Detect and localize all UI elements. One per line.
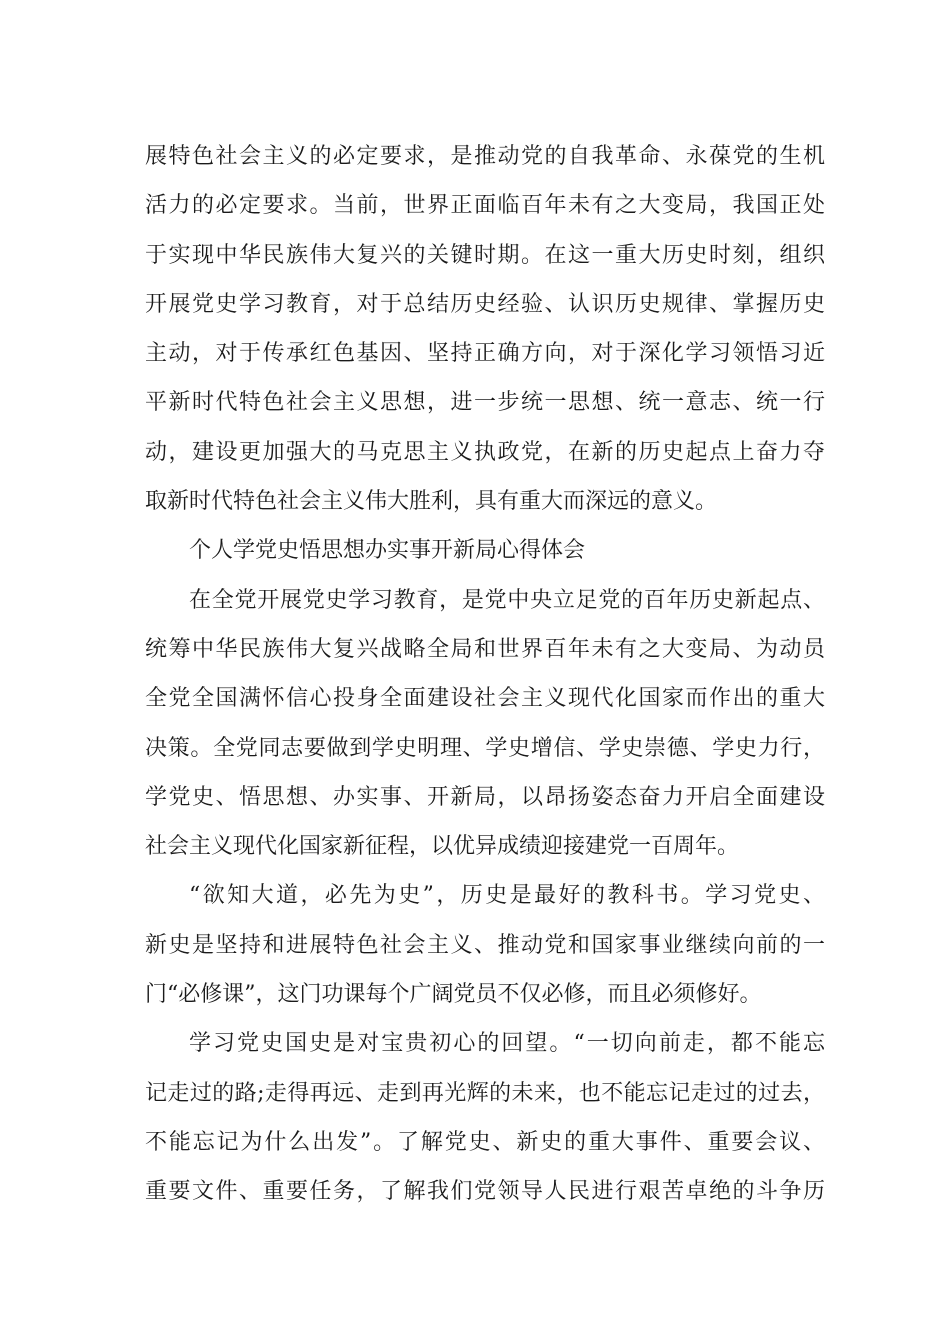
section-heading: 个人学党史悟思想办实事开新局心得体会: [189, 538, 586, 564]
text-line: 开展党史学习教育，对于总结历史经验、认识历史规律、掌握历史: [145, 291, 825, 317]
body-text: [145, 132, 825, 1217]
text-line: 新史是坚持和进展特色社会主义、推动党和国家事业继续向前的一: [145, 932, 825, 958]
text-line: 决策。全党同志要做到学史明理、学史增信、学史崇德、学史力行，: [145, 735, 825, 761]
text-line: 记走过的路;走得再远、走到再光辉的未来，也不能忘记走过的过去，: [145, 1080, 825, 1106]
text-line: 取新时代特色社会主义伟大胜利，具有重大而深远的意义。: [145, 489, 718, 515]
text-line: 不能忘记为什么出发”。了解党史、新史的重大事件、重要会议、: [145, 1129, 825, 1155]
text-line: 社会主义现代化国家新征程，以优异成绩迎接建党一百周年。: [145, 834, 740, 860]
text-line: 重要文件、重要任务，了解我们党领导人民进行艰苦卓绝的斗争历: [145, 1179, 825, 1205]
paragraph-first-line: 学习党史国史是对宝贵初心的回望。“一切向前走，都不能忘: [189, 1031, 825, 1057]
text-line: 于实现中华民族伟大复兴的关键时期。在这一重大历史时刻，组织: [145, 242, 825, 268]
text-line: 统筹中华民族伟大复兴战略全局和世界百年未有之大变局、为动员: [145, 636, 825, 662]
paragraph-first-line: “欲知大道，必先为史”，历史是最好的教科书。学习党史、: [189, 883, 825, 909]
text-line: 动，建设更加强大的马克思主义执政党，在新的历史起点上奋力夺: [145, 439, 825, 465]
text-line: 活力的必定要求。当前，世界正面临百年未有之大变局，我国正处: [145, 193, 825, 219]
text-line: 门“必修课”，这门功课每个广阔党员不仅必修，而且必须修好。: [145, 982, 762, 1008]
paragraph-first-line: 在全党开展党史学习教育，是党中央立足党的百年历史新起点、: [189, 587, 825, 613]
text-line: 学党史、悟思想、办实事、开新局，以昂扬姿态奋力开启全面建设: [145, 784, 825, 810]
text-line: 展特色社会主义的必定要求，是推动党的自我革命、永葆党的生机: [145, 144, 825, 169]
text-line: 全党全国满怀信心投身全面建设社会主义现代化国家而作出的重大: [145, 686, 825, 712]
text-line: 主动，对于传承红色基因、坚持正确方向，对于深化学习领悟习近: [145, 341, 825, 367]
text-line: 平新时代特色社会主义思想，进一步统一思想、统一意志、统一行: [145, 390, 825, 416]
